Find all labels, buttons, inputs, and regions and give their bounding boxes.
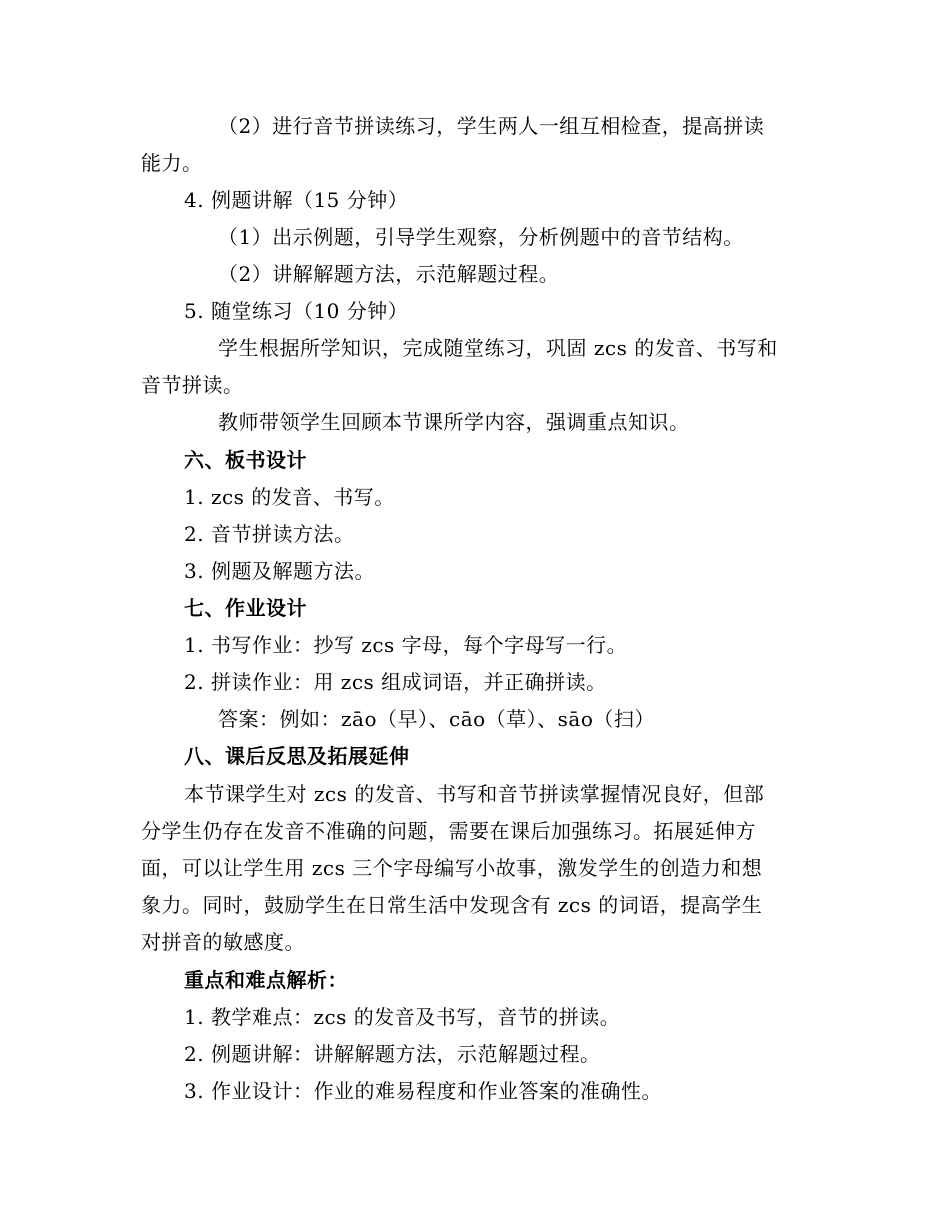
section-heading: 八、课后反思及拓展延伸 (184, 744, 410, 768)
section-heading: 六、板书设计 (184, 448, 307, 472)
list-item: 2. 音节拼读方法。 (184, 522, 355, 546)
section-heading: 七、作业设计 (184, 596, 307, 620)
paragraph-line: 面，可以让学生用 zcs 三个字母编写小故事，激发学生的创造力和想 (141, 856, 763, 880)
list-item: 4. 例题讲解（15 分钟） (184, 188, 409, 212)
paragraph-line: 分学生仍存在发音不准确的问题，需要在课后加强练习。拓展延伸方 (141, 819, 756, 843)
paragraph-line: 本节课学生对 zcs 的发音、书写和音节拼读掌握情况良好，但部 (184, 782, 765, 806)
paragraph-line: （2）进行音节拼读练习，学生两人一组互相检查，提高拼读 (218, 114, 765, 138)
answer-line: 答案：例如：zāo（早）、cāo（草）、sāo（扫） (218, 707, 655, 731)
list-item: 1. 教学难点：zcs 的发音及书写，音节的拼读。 (184, 1005, 621, 1029)
section-heading: 重点和难点解析： (184, 968, 348, 992)
list-item: 2. 拼读作业：用 zcs 组成词语，并正确拼读。 (184, 670, 607, 694)
list-item: 1. zcs 的发音、书写。 (184, 485, 395, 509)
list-item: 2. 例题讲解：讲解解题方法，示范解题过程。 (184, 1042, 601, 1066)
list-item: 1. 书写作业：抄写 zcs 字母，每个字母写一行。 (184, 633, 628, 657)
paragraph-line: 对拼音的敏感度。 (141, 930, 305, 954)
paragraph-line: 学生根据所学知识，完成随堂练习，巩固 zcs 的发音、书写和 (218, 336, 778, 360)
sub-list-item: （1）出示例题，引导学生观察，分析例题中的音节结构。 (218, 225, 744, 249)
paragraph-line: 象力。同时，鼓励学生在日常生活中发现含有 zcs 的词语，提高学生 (141, 893, 763, 917)
paragraph-line: 教师带领学生回顾本节课所学内容，强调重点知识。 (218, 410, 690, 434)
paragraph-line: 音节拼读。 (141, 373, 244, 397)
paragraph-line: 能力。 (141, 151, 203, 175)
list-item: 3. 作业设计：作业的难易程度和作业答案的准确性。 (184, 1079, 662, 1103)
list-item: 3. 例题及解题方法。 (184, 559, 375, 583)
sub-list-item: （2）讲解解题方法，示范解题过程。 (218, 262, 560, 286)
list-item: 5. 随堂练习（10 分钟） (184, 299, 409, 323)
